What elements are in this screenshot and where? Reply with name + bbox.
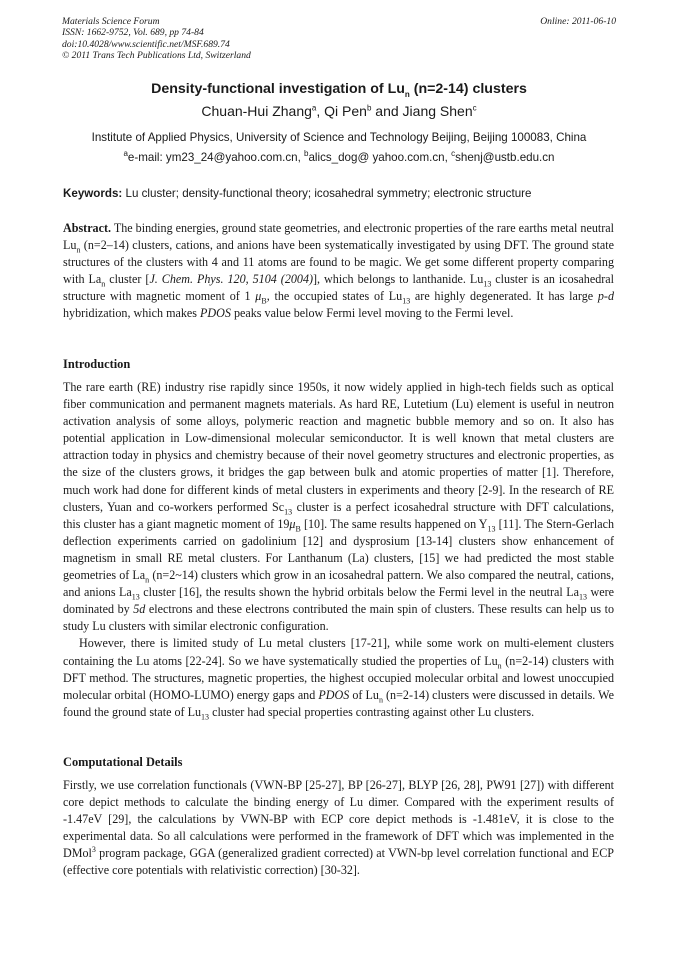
keywords-text: Lu cluster; density-functional theory; icosahedral symmetry; electronic structure [122, 187, 532, 200]
keywords-label: Keywords: [63, 187, 123, 200]
abstract-label: Abstract. [63, 221, 112, 235]
abstract: Abstract. The binding energies, ground state geometries, and electronic properties of the rare earths metal neutral $Lu_n$ (n=2–14) clusters, cations, and anions have been systematically investigated by using DFT. The ground state structures of the clusters with 4 and 11 atoms are found to be magic. We get some different property comparing with $La_n$ cluster [J. Chem. Phys. 120, 5104 (2004)], which belongs to lanthanide. $Lu_{13}$ cluster is an icosahedral structure with magnetic moment of 1 $\mu_B$, the occupied states of $Lu_{13}$ are highly degenerated. It has large p-d hybridization, which makes PDOS peaks value below Fermi level moving to the Fermi level. [63, 221, 614, 321]
section-heading-computational-details: Computational Details [63, 755, 183, 769]
affiliation: Institute of Applied Physics, University of Science and Technology Beijing, Beijing 100083, China [91, 131, 587, 144]
online-date: Online: 2011-06-10 [540, 16, 616, 27]
journal-issn: ISSN: 1662-9752, Vol. 689, pp 74-84 [62, 27, 204, 39]
paragraph: The rare earth (RE) industry rise rapidly since 1950s, it now widely applied in high-tech fields such as optical fiber communication and permanent magnets materials. As hard RE, Lutetium (Lu) element is useful in neutron activation analysis of some alloys, polymeric reaction and magnetic bubble memory and so on. It also has potential application in Low-dimensional molecular semiconductor. It is well known that metal clusters are attraction today in physics and chemistry because of their novel geometry structures and electronic properties, as the size of the clusters grows, it bridges the gap between bulk and atomic properties of matter [1]. Therefore, much work had done for different kinds of metal clusters in experiments and theory [2-9]. In the research of RE clusters, Yuan and co-workers performed $Sc_{13}$ cluster is a perfect icosahedral structure with DFT calculations, this cluster has a giant magnetic moment of $19\mu_B$ [10]. The same results happened on $Y_{13}$ [11]. The Stern-Gerlach deflection experiments carried on gadolinium [12] and dysprosium [13-14] clusters show enhancement of magnetism in small RE metal clusters. For Lanthanum (La) clusters, [15] we had predicted the most stable geometries of $La_n$ (n=2~14) clusters which grow in an icosahedral pattern. We also compared the neutral, cations, and anions $La_{13}$ cluster [16], the results shown the hybrid orbitals below the Fermi level in the neutral $La_{13}$ were dominated by 5d electrons and these electrons contributed the main spin of clusters. These results can help us to study Lu clusters with similar electronic configuration. [63, 380, 615, 634]
paper-title: Density-functional investigation of $Lu_n$ (n=2-14) clusters [151, 81, 527, 99]
paragraph: Firstly, we use correlation functionals (VWN-BP [25-27], BP [26-27], BLYP [26, 28], PW91 [27]) with different core depict methods to calculate the binding energy of Lu dimer. Compared with the experiment results of -1.47eV [29], the calculations by VWN-BP with ECP core depict methods is -1.481eV, it is close to the experimental data. So all calculations were performed in the framework of DFT which was implemented in the DMol$^3$ program package, GGA (generalized gradient corrected) at VWN-bp level correlation functional and ECP (effective core potentials with relativistic correction) [30-32]. [63, 778, 614, 878]
section-heading-introduction: Introduction [63, 357, 131, 371]
keywords [63, 187, 615, 200]
author-list: Chuan-Hui Zhang$^a$, Qi Pen$^b$ and Jiang Shen$^c$ [201, 103, 477, 119]
journal-doi: doi:10.4028/www.scientific.net/MSF.689.74 [62, 38, 230, 50]
computational-details-body [63, 777, 614, 880]
author-name: and Jiang Shen [371, 103, 473, 119]
author-emails: $^a$e-mail: ym23_24@yahoo.com.cn, $^b$alics_dog@ yahoo.com.cn, $^c$shenj@ustb.edu.cn [123, 149, 555, 164]
author-name: Chuan-Hui Zhang [201, 103, 312, 119]
journal-header [62, 16, 616, 62]
journal-copyright: © 2011 Trans Tech Publications Ltd, Switzerland [62, 50, 251, 62]
paragraph: However, there is limited study of Lu metal clusters [17-21], while some work on multi-element clusters containing the Lu atoms [22-24]. So we have systematically studied the properties of $Lu_n$ (n=2-14) clusters with DFT method. The structures, magnetic properties, the highest occupied molecular orbital and lowest unoccupied molecular orbital (HOMO-LUMO) energy gaps and PDOS of $Lu_n$ (n=2-14) clusters were discussed in details. We found the ground state of $Lu_{13}$ cluster had special properties contrasting against other Lu clusters. [63, 636, 614, 722]
introduction-body [63, 379, 614, 721]
author-name: , Qi Pen [316, 103, 367, 119]
journal-name: Materials Science Forum [62, 16, 160, 27]
